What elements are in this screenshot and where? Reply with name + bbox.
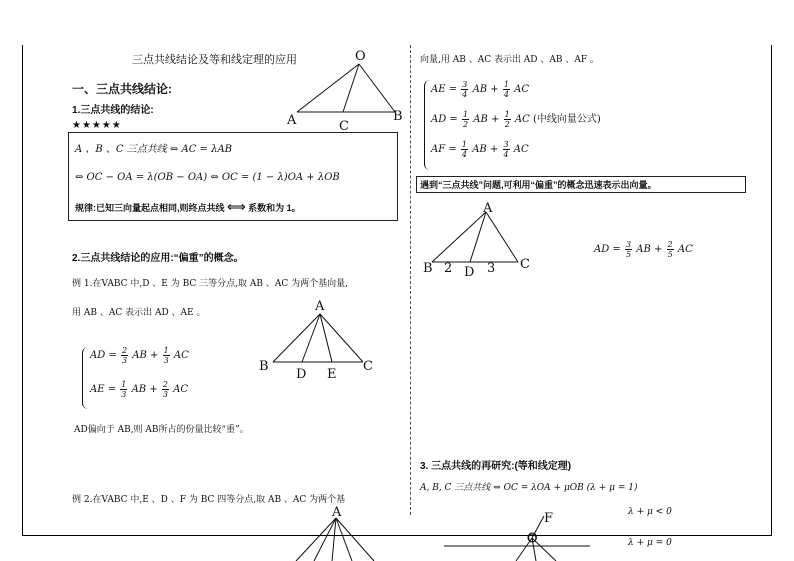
tri2-label-c: C (363, 359, 373, 374)
eq-r2-a-num: 1 (461, 140, 467, 149)
section2-heading: 2.三点共线结论的应用:“偏重”的概念。 (72, 253, 244, 264)
collinear-line1: A 、B 、C 三点共线 ⇔ AC = λAB (75, 144, 233, 155)
tri2-label-e: E (327, 367, 337, 382)
tri1-label-c: C (339, 119, 349, 134)
eq-side-a-den: 5 (625, 250, 632, 259)
eq-side-b-num: 2 (667, 240, 673, 249)
eq-ae (90, 380, 188, 399)
tri3-label-d: D (464, 265, 475, 280)
right-system-brace (424, 80, 430, 170)
collinear-line2: ⇔ OC − OA = λ(OB − OA) ⇔ OC = (1 − λ)OA + λOB (75, 172, 340, 183)
eq-side-b-den: 5 (667, 250, 673, 259)
eq-ad (90, 346, 189, 365)
eq-r0-b-num: 1 (503, 80, 509, 89)
eq-r1-b-den: 2 (504, 120, 510, 129)
eq-side-a-num: 3 (625, 240, 632, 249)
eq-ad-b-vec: AC (173, 350, 189, 361)
eq-r0-b-den: 4 (503, 90, 509, 99)
tri3-label-2: 2 (444, 261, 453, 276)
eq-r1-b-num: 1 (504, 110, 510, 119)
eq-r0 (431, 80, 529, 99)
tri3-label-3: 3 (487, 261, 496, 276)
eq-ae-b-vec: AC (173, 384, 189, 395)
rule-prefix: 规律:已知三向量起点相同,则终点共线 (75, 203, 225, 213)
eq-r1-a-vec: AB + (473, 114, 500, 125)
rating-stars: ★★★★★ (72, 120, 122, 131)
eq-r2-b-vec: AC (513, 144, 529, 155)
eq-r1 (431, 110, 601, 129)
eq-r2-a-vec: AB + (472, 144, 499, 155)
triangle-abc-trisect-figure (255, 296, 385, 382)
condition-zero: λ + μ = 0 (628, 538, 672, 548)
eq-ae-a-vec: AB + (131, 384, 158, 395)
eq-side-lhs: AD = (594, 244, 621, 255)
tri3-label-a: A (483, 201, 493, 216)
eq-ae-b-den: 3 (162, 390, 168, 399)
triangle-abc-quarter-figure (290, 504, 380, 561)
tri1-label-o: O (355, 49, 366, 64)
eq-r2-b-num: 3 (503, 140, 509, 149)
eq-ad-b-den: 3 (163, 356, 169, 365)
tri3-label-c: C (520, 257, 530, 272)
eq-r2 (431, 140, 529, 159)
rule-suffix: 系数和为 1。 (248, 203, 301, 213)
eq-r2-a-den: 4 (461, 150, 467, 159)
condition-negative: λ + μ < 0 (628, 507, 672, 517)
rule-arrow: ⟺ (227, 199, 246, 214)
tri2-label-d: D (296, 367, 307, 382)
eq-r0-b-vec: AC (514, 84, 530, 95)
example1-line2: 用 AB 、AC 表示出 AD 、AE 。 (72, 308, 206, 318)
right-intro: 向量,用 AB 、AC 表示出 AD 、AB 、AF 。 (420, 55, 599, 65)
example2-text: 例 2.在VABC 中,E 、D 、F 为 BC 四等分点,取 AB 、AC 为两个基 (72, 495, 346, 505)
weight-note: AD偏向于 AB,则 AB所占的份量比较“重”。 (74, 425, 249, 435)
hint-box: 遇到“三点共线”问题,可利用“偏重”的概念迅速表示出向量。 (416, 176, 746, 193)
eq-ad-lhs: AD = (90, 350, 117, 361)
eq-ae-b-num: 2 (162, 380, 168, 389)
eq-ad-b-num: 1 (163, 346, 169, 355)
eq-r2-b-den: 4 (503, 150, 509, 159)
eq-ad-a-vec: AB + (132, 350, 159, 361)
eq-side-a-vec: AB + (636, 244, 663, 255)
section3-heading: 3. 三点共线的再研究:(等和线定理) (420, 461, 572, 472)
eq-r0-a-den: 4 (462, 90, 468, 99)
rule-text (75, 201, 301, 214)
section3-line: A, B, C 三点共线 ⇔ OC = λOA + μOB (λ + μ = 1) (420, 483, 638, 493)
eq-r2-lhs: AF = (431, 144, 457, 155)
eq-ad-a-den: 3 (121, 356, 128, 365)
section1-heading: 一、三点共线结论: (72, 82, 172, 96)
tri3-label-b: B (423, 261, 433, 276)
eq-side-b-vec: AC (677, 244, 693, 255)
eq-r0-a-vec: AB + (472, 84, 499, 95)
tri4-label-a: A (332, 505, 342, 520)
eq-ad-a-num: 2 (121, 346, 128, 355)
triangle-oab-figure (285, 49, 405, 134)
fig5-label-f: F (544, 511, 554, 526)
eq-ae-a-den: 3 (121, 390, 127, 399)
fig5-label-o: O (527, 531, 538, 546)
eq-r1-a-num: 1 (462, 110, 469, 119)
equal-sum-line-figure (440, 506, 600, 561)
eq-r0-a-num: 3 (462, 80, 468, 89)
eq-r1-lhs: AD = (431, 114, 458, 125)
eq-r1-b-vec: AC (514, 114, 530, 125)
eq-ae-lhs: AE = (90, 384, 117, 395)
tri1-label-a: A (287, 113, 297, 128)
system-brace (82, 347, 88, 409)
page-title: 三点共线结论及等和线定理的应用 (132, 54, 297, 66)
tri2-label-a: A (315, 299, 325, 314)
eq-side (594, 240, 693, 259)
eq-r0-lhs: AE = (431, 84, 458, 95)
example1-line1: 例 1.在VABC 中,D 、E 为 BC 三等分点,取 AB 、AC 为两个基向量, (72, 279, 348, 289)
tri1-label-b: B (393, 109, 403, 124)
eq-r1-suffix: (中线向量公式) (532, 114, 601, 125)
section1-sub: 1.三点共线的结论: (72, 105, 154, 116)
tri2-label-b: B (259, 359, 269, 374)
triangle-weighted-figure (420, 200, 540, 280)
eq-r1-a-den: 2 (462, 120, 469, 129)
eq-ae-a-num: 1 (121, 380, 127, 389)
conclusion-box (68, 132, 398, 221)
column-divider (410, 45, 411, 515)
